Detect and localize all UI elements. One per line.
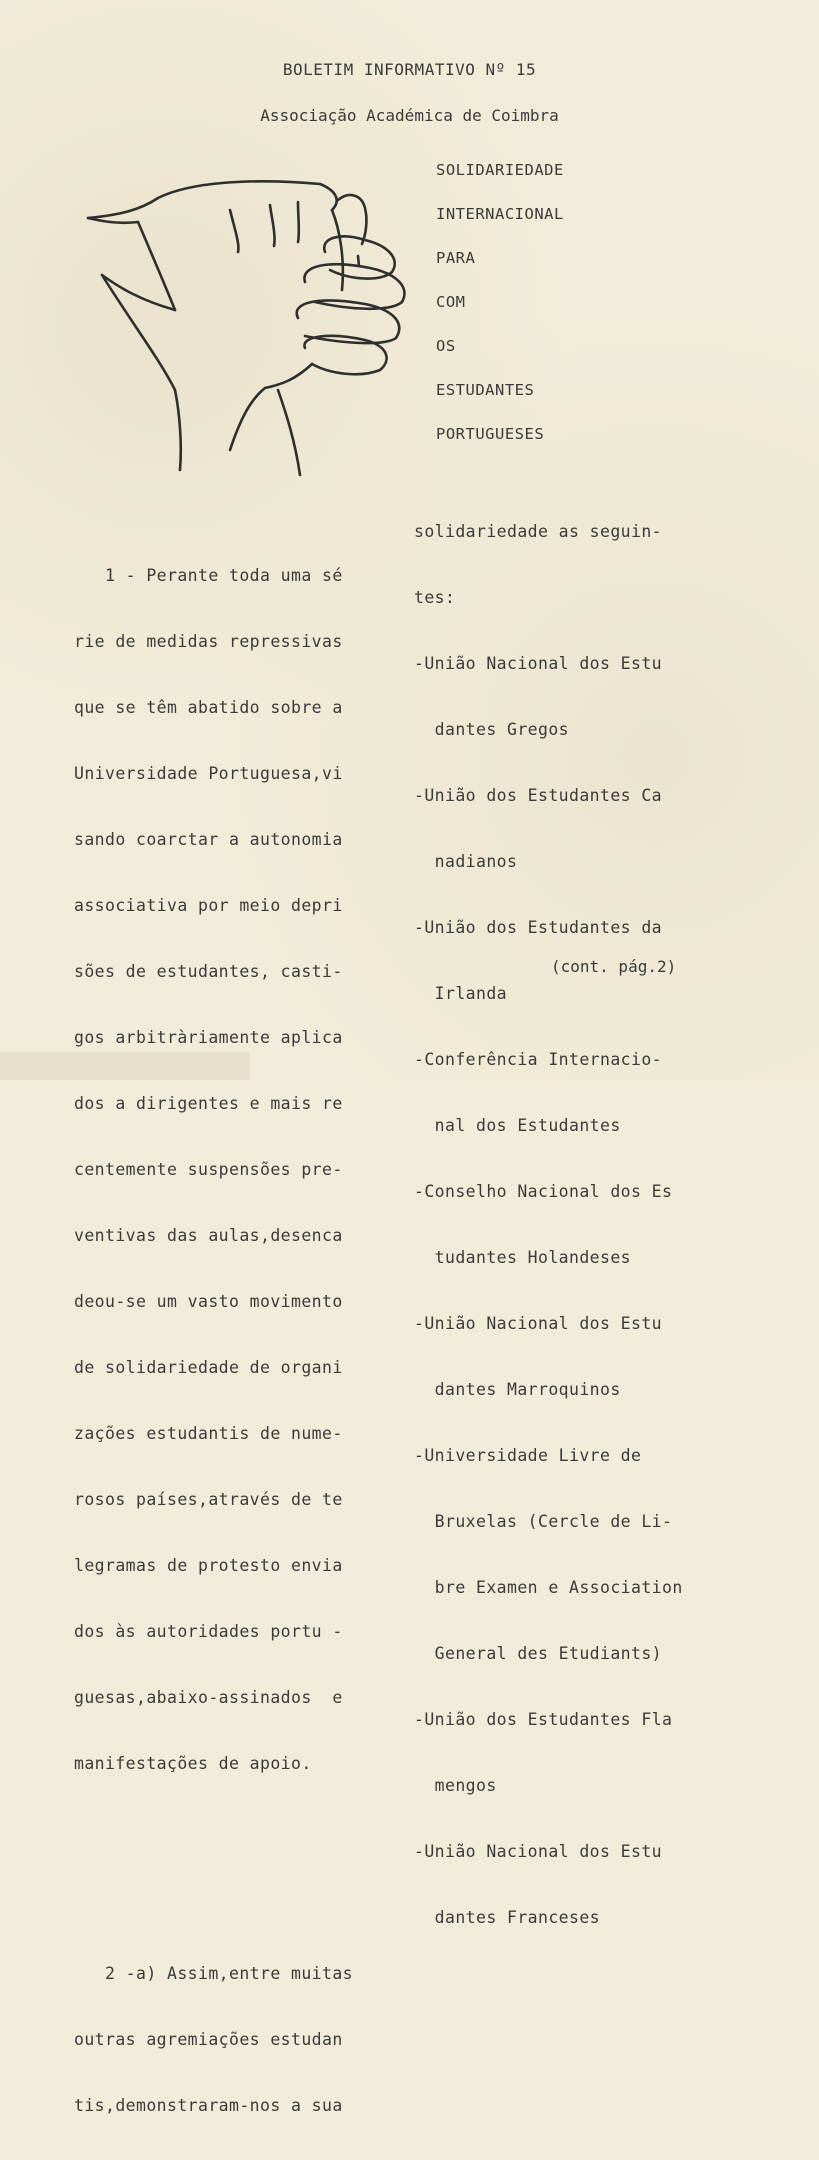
list-item-continuation: Bruxelas (Cercle de Li- <box>414 1512 673 1531</box>
list-item: -União Nacional dos Estu <box>414 1842 663 1861</box>
list-item-continuation: dantes Marroquinos <box>414 1380 621 1399</box>
text-line: zações estudantis de nume- <box>74 1424 343 1443</box>
text-line: rosos países,através de te <box>74 1490 343 1509</box>
list-item-continuation: nal dos Estudantes <box>414 1116 621 1135</box>
list-item-continuation: nadianos <box>414 852 518 871</box>
text-line: 1 - Perante toda uma sé <box>74 566 343 585</box>
text-line: dos a dirigentes e mais re <box>74 1094 343 1113</box>
text-line: sando coarctar a autonomia <box>74 830 343 849</box>
list-item: -União dos Estudantes Fla <box>414 1710 673 1729</box>
list-item: -Conferência Internacio- <box>414 1050 663 1069</box>
list-item-continuation: mengos <box>414 1776 497 1795</box>
text-line: centemente suspensões pre- <box>74 1160 343 1179</box>
left-column <box>74 477 394 2160</box>
list-item: -União Nacional dos Estu <box>414 654 663 673</box>
text-line: sões de estudantes, casti- <box>74 962 343 981</box>
organization-name <box>0 106 819 125</box>
headline-line: PORTUGUESES <box>436 425 545 443</box>
headline-line: COM <box>436 293 466 311</box>
list-item-continuation: dantes Gregos <box>414 720 570 739</box>
text-line: de solidariedade de organi <box>74 1358 343 1377</box>
headline <box>436 158 564 466</box>
text-line: outras agremiações estudan <box>74 2030 343 2049</box>
list-item-continuation: bre Examen e Association <box>414 1578 683 1597</box>
paper-edge-strip <box>0 1052 250 1080</box>
list-item-continuation: tudantes Holandeses <box>414 1248 632 1267</box>
list-item-continuation: Irlanda <box>414 984 508 1003</box>
text-line: ventivas das aulas,desenca <box>74 1226 343 1245</box>
headline-line: PARA <box>436 249 476 267</box>
paragraph-2 <box>74 1919 394 2160</box>
text-line: legramas de protesto envia <box>74 1556 343 1575</box>
list-item: -Conselho Nacional dos Es <box>414 1182 673 1201</box>
text-line: guesas,abaixo-assinados e <box>74 1688 343 1707</box>
headline-line: INTERNACIONAL <box>436 205 564 223</box>
list-item-continuation: General des Etudiants) <box>414 1644 663 1663</box>
list-item: -União dos Estudantes Ca <box>414 786 663 805</box>
list-item-continuation: dantes Franceses <box>414 1908 601 1927</box>
organization-name-text: Associação Académica de Coimbra <box>260 106 559 125</box>
list-item: -União Nacional dos Estu <box>414 1314 663 1333</box>
list-item: -Universidade Livre de <box>414 1446 642 1465</box>
text-line: associativa por meio depri <box>74 896 343 915</box>
raised-fist-illustration <box>80 160 420 480</box>
text-line: dos às autoridades portu - <box>74 1622 343 1641</box>
text-line: Universidade Portuguesa,vi <box>74 764 343 783</box>
text-line: 2 -a) Assim,entre muitas <box>74 1964 354 1983</box>
headline-line: OS <box>436 337 456 355</box>
text-line: rie de medidas repressivas <box>74 632 343 651</box>
bulletin-title <box>0 60 819 79</box>
text-line: gos arbitràriamente aplica <box>74 1028 343 1047</box>
bulletin-title-text: BOLETIM INFORMATIVO Nº 15 <box>282 60 537 79</box>
continuation-note: (cont. pág.2) <box>551 957 677 976</box>
text-line: tes: <box>414 588 456 607</box>
text-line: tis,demonstraram-nos a sua <box>74 2096 343 2115</box>
text-line: que se têm abatido sobre a <box>74 698 343 717</box>
right-column <box>414 477 734 1951</box>
headline-line: SOLIDARIEDADE <box>436 161 564 179</box>
paragraph-gap <box>74 1863 394 1875</box>
paragraph-1 <box>74 521 394 1819</box>
text-line: solidariedade as seguin- <box>414 522 663 541</box>
list-item: -União dos Estudantes da <box>414 918 663 937</box>
headline-line: ESTUDANTES <box>436 381 535 399</box>
text-line: manifestações de apoio. <box>74 1754 312 1773</box>
text-line: deou-se um vasto movimento <box>74 1292 343 1311</box>
